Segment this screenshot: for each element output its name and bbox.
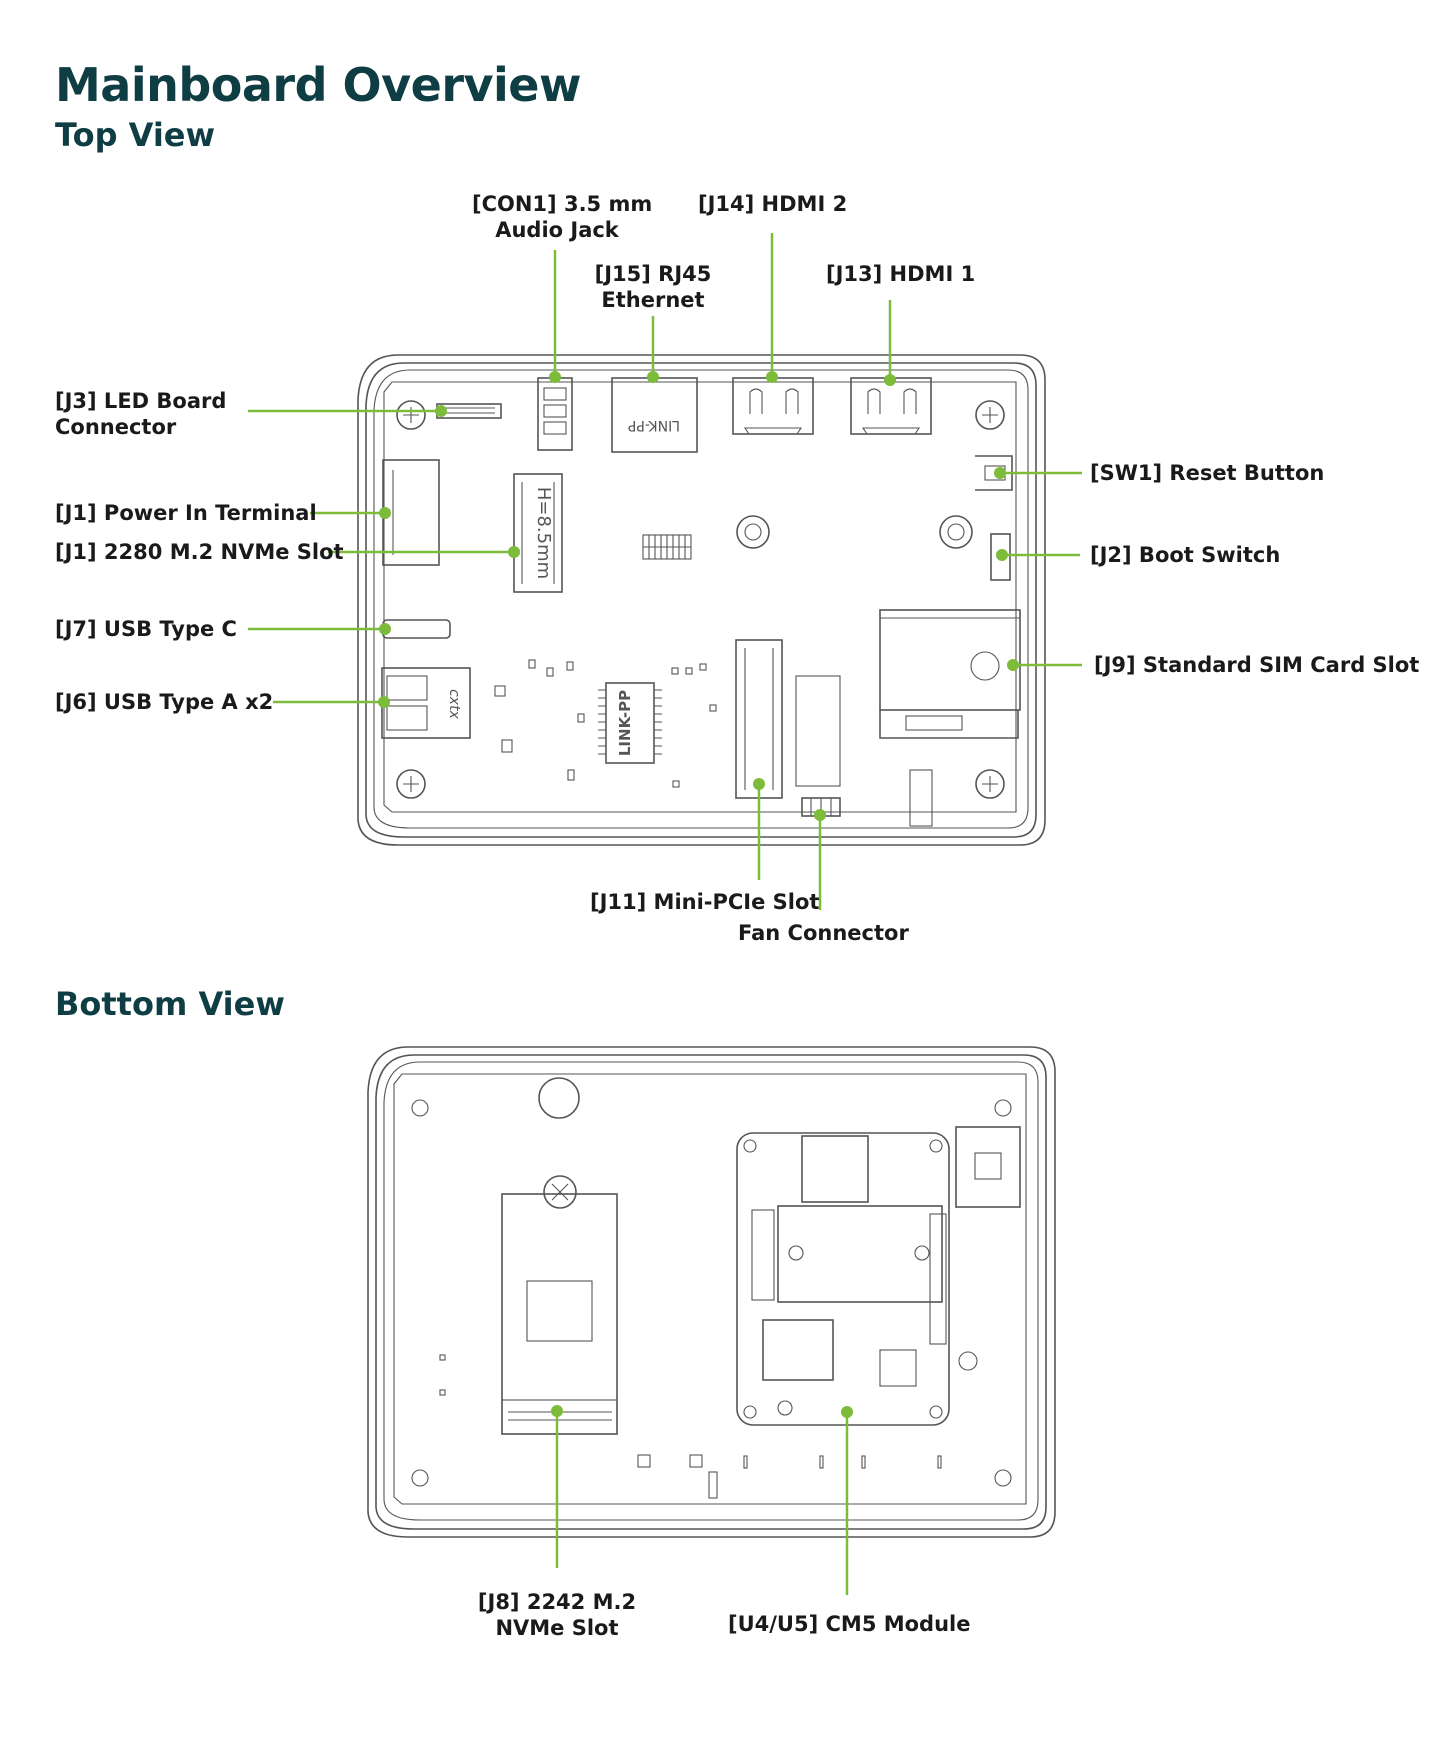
m2-height-marking: H=8.5mm [533, 486, 554, 580]
callout-j1-nvme [328, 546, 520, 558]
label-j1-power: [J1] Power In Terminal [55, 501, 317, 525]
top-screw-br [976, 770, 1004, 798]
bottom-hole-br [995, 1470, 1011, 1486]
page-title: Mainboard Overview [55, 58, 581, 112]
top-small-components [495, 660, 932, 826]
callout-j6 [273, 696, 390, 708]
label-j7: [J7] USB Type C [55, 617, 237, 641]
chip-brand-text: LINK-PP [616, 689, 634, 757]
label-j8 [462, 1589, 652, 1641]
top-board-outline [358, 355, 1045, 845]
m2-2242-nvme-slot [502, 1176, 617, 1434]
hdmi-2-port [733, 378, 813, 434]
label-j13: [J13] HDMI 1 [826, 262, 976, 286]
mpcie-keepout [796, 676, 840, 786]
bottom-hole-bl [412, 1470, 428, 1486]
label-j1-nvme: [J1] 2280 M.2 NVMe Slot [55, 540, 344, 564]
top-view-title: Top View [55, 116, 216, 154]
sim-card-slot [880, 610, 1020, 738]
label-j3 [55, 388, 226, 440]
pin-header [643, 535, 691, 559]
usb-type-a-ports [382, 668, 470, 738]
usb-brand-text: cxtx [446, 689, 462, 719]
hdmi-1-port [851, 378, 931, 434]
standoff-2 [940, 516, 972, 548]
callout-cm5 [841, 1406, 853, 1595]
ethernet-chip [598, 683, 662, 763]
label-j2: [J2] Boot Switch [1090, 543, 1281, 567]
bottom-hole-mid [959, 1352, 977, 1370]
bottom-board-outline [368, 1047, 1055, 1537]
rj45-brand-text: LINK-PP [627, 417, 681, 433]
audio-jack [538, 378, 572, 450]
label-j9: [J9] Standard SIM Card Slot [1094, 653, 1420, 677]
cm5-module [737, 1133, 949, 1425]
mini-pcie-slot [736, 640, 782, 798]
bottom-square-pad [956, 1127, 1020, 1207]
top-screw-tl [397, 401, 425, 429]
callout-j15 [647, 316, 659, 383]
bottom-small-components [440, 1355, 941, 1498]
label-con1-line1: [CON1] 3.5 mm [472, 192, 653, 216]
bottom-large-hole [539, 1078, 579, 1118]
m2-2280-nvme-slot [514, 474, 562, 592]
label-fan: Fan Connector [738, 921, 909, 945]
label-j8-line1: [J8] 2242 M.2 [477, 1590, 637, 1614]
label-j8-line2: NVMe Slot [495, 1616, 619, 1640]
callout-j8 [551, 1405, 563, 1568]
label-j15-line2: Ethernet [601, 288, 705, 312]
bottom-hole-tr [995, 1100, 1011, 1116]
callout-j11 [753, 778, 765, 880]
label-con1 [472, 191, 653, 243]
callout-sw1 [994, 467, 1082, 479]
label-j14: [J14] HDMI 2 [698, 192, 848, 216]
top-screw-bl [397, 770, 425, 798]
top-screw-tr [976, 401, 1004, 429]
callout-j13 [884, 300, 896, 386]
callout-j14 [766, 233, 778, 383]
usb-type-c-port [383, 620, 450, 638]
label-j11: [J11] Mini-PCIe Slot [590, 890, 820, 914]
label-cm5: [U4/U5] CM5 Module [728, 1612, 971, 1636]
callout-j1-power [310, 507, 391, 519]
standoff-1 [737, 516, 769, 548]
rj45-ethernet-port [612, 378, 697, 452]
callout-j2 [996, 549, 1080, 561]
power-terminal [383, 460, 439, 565]
label-con1-line2: Audio Jack [495, 218, 619, 242]
label-j15 [588, 261, 718, 313]
label-j15-line1: [J15] RJ45 [594, 262, 712, 286]
label-sw1: [SW1] Reset Button [1090, 461, 1325, 485]
label-j3-line1: [J3] LED Board [55, 389, 227, 413]
label-j3-line2: Connector [55, 415, 177, 439]
bottom-hole-tl [412, 1100, 428, 1116]
label-j6: [J6] USB Type A x2 [55, 690, 274, 714]
bottom-view-title: Bottom View [55, 985, 285, 1023]
callout-j7 [248, 623, 391, 635]
